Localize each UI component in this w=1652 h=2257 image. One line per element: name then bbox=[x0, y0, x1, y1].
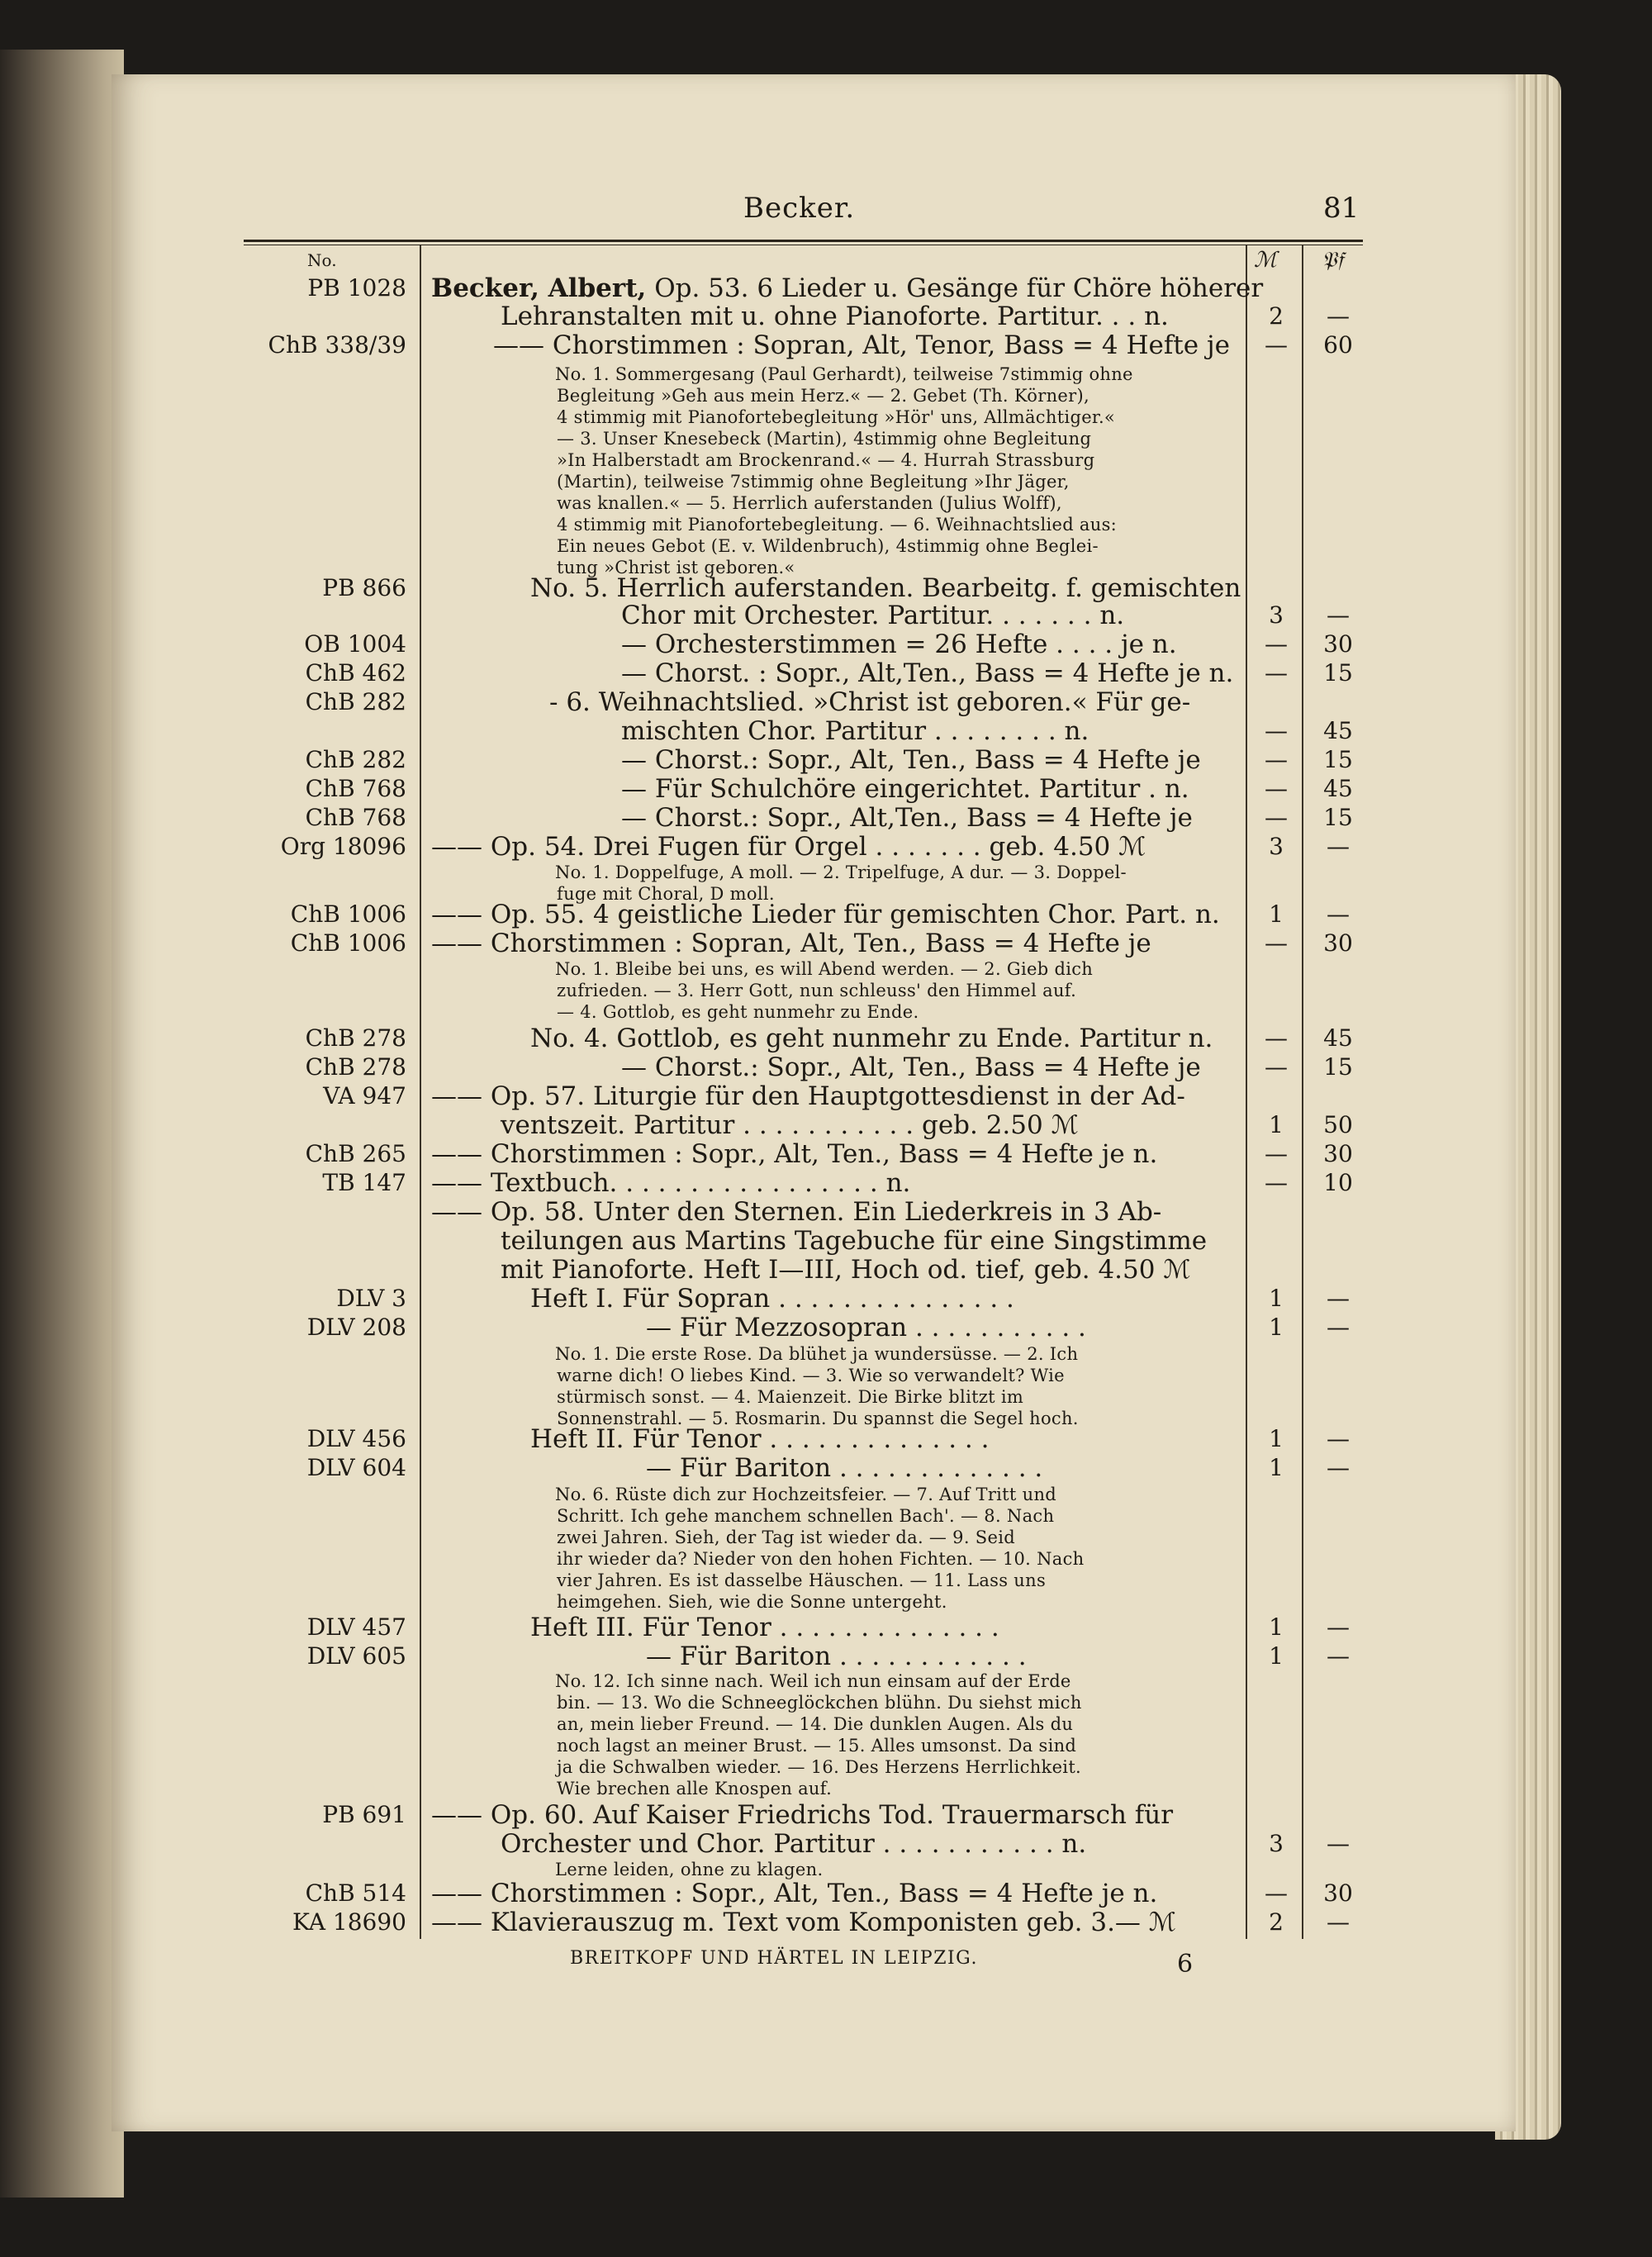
price-pfennig: 30 bbox=[1323, 630, 1353, 658]
catalog-number: Org 18096 bbox=[280, 833, 406, 860]
price-mark: 1 bbox=[1269, 1285, 1284, 1312]
entry-text: Chor mit Orchester. Partitur. . . . . . . n. bbox=[621, 601, 1125, 630]
catalog-number: ChB 514 bbox=[305, 1879, 406, 1907]
price-mark: 3 bbox=[1269, 1830, 1284, 1857]
price-mark: — bbox=[1265, 331, 1288, 359]
contents-note-line: No. 1. Doppelfuge, A moll. — 2. Tripelfuge, A dur. — 3. Doppel- bbox=[555, 862, 1127, 882]
contents-note-line: No. 1. Die erste Rose. Da blühet ja wundersüsse. — 2. Ich bbox=[555, 1344, 1079, 1364]
publisher-footer: BREITKOPF UND HÄRTEL IN LEIPZIG. bbox=[570, 1948, 978, 1969]
contents-note-line: 4 stimmig mit Pianofortebegleitung »Hör' uns, Allmächtiger.« bbox=[557, 407, 1116, 427]
entry-text: —— Op. 54. Drei Fugen für Orgel . . . . . . . geb. 4.50 ℳ bbox=[431, 832, 1146, 862]
catalog-number: DLV 208 bbox=[306, 1314, 406, 1341]
contents-note-line: an, mein lieber Freund. — 14. Die dunklen Augen. Als du bbox=[557, 1714, 1074, 1734]
column-header-no: No. bbox=[307, 250, 337, 270]
price-mark: — bbox=[1265, 717, 1288, 744]
price-pfennig: 30 bbox=[1323, 929, 1353, 957]
price-mark: — bbox=[1265, 929, 1288, 957]
entry-text: teilungen aus Martins Tagebuche für eine Singstimme bbox=[501, 1226, 1208, 1256]
catalog-number: OB 1004 bbox=[304, 630, 406, 658]
catalog-number: ChB 338/39 bbox=[268, 331, 406, 359]
catalog-number: DLV 456 bbox=[306, 1425, 406, 1452]
entry-text: —— Op. 58. Unter den Sternen. Ein Liederkreis in 3 Ab- bbox=[431, 1197, 1162, 1227]
price-mark: — bbox=[1265, 1024, 1288, 1052]
contents-note-line: No. 12. Ich sinne nach. Weil ich nun einsam auf der Erde bbox=[555, 1671, 1071, 1691]
catalog-number: ChB 278 bbox=[305, 1024, 406, 1052]
column-divider-no bbox=[420, 245, 421, 1939]
price-mark: 2 bbox=[1269, 302, 1284, 330]
entry-heading bbox=[431, 274, 1263, 302]
price-pfennig: — bbox=[1327, 601, 1350, 629]
entry-text: — Für Bariton . . . . . . . . . . . . bbox=[646, 1642, 1027, 1671]
price-pfennig: 15 bbox=[1323, 804, 1353, 831]
entry-text: —— Klavierauszug m. Text vom Komponisten geb. 3.— ℳ bbox=[431, 1908, 1176, 1937]
price-pfennig: — bbox=[1327, 1425, 1350, 1452]
contents-note-line: stürmisch sonst. — 4. Maienzeit. Die Birke blitzt im bbox=[557, 1387, 1024, 1407]
contents-note-line: Begleitung »Geh aus mein Herz.« — 2. Gebet (Th. Körner), bbox=[557, 386, 1089, 406]
entry-text: Orchester und Chor. Partitur . . . . . . . . . . . n. bbox=[501, 1829, 1087, 1859]
catalog-number: ChB 768 bbox=[305, 775, 406, 802]
contents-note-line: zwei Jahren. Sieh, der Tag ist wieder da. — 9. Seid bbox=[557, 1528, 1015, 1547]
catalog-number: DLV 605 bbox=[306, 1642, 406, 1670]
price-pfennig: 30 bbox=[1323, 1140, 1353, 1167]
entry-text: —— Chorstimmen : Sopr., Alt, Ten., Bass = 4 Hefte je n. bbox=[431, 1879, 1158, 1908]
contents-note-line: 4 stimmig mit Pianofortebegleitung. — 6. Weihnachtslied aus: bbox=[557, 515, 1118, 535]
price-mark: — bbox=[1265, 1879, 1288, 1907]
entry-text: — Chorst.: Sopr., Alt, Ten., Bass = 4 Hefte je bbox=[621, 1052, 1201, 1082]
price-pfennig: — bbox=[1327, 1454, 1350, 1481]
contents-note-line: No. 1. Sommergesang (Paul Gerhardt), teilweise 7stimmig ohne bbox=[555, 364, 1133, 384]
contents-note-line: Schritt. Ich gehe manchem schnellen Bach'. — 8. Nach bbox=[557, 1506, 1055, 1526]
contents-note-line: Ein neues Gebot (E. v. Wildenbruch), 4stimmig ohne Beglei- bbox=[557, 536, 1099, 556]
column-divider-pf bbox=[1302, 245, 1303, 1939]
printer-signature: 6 bbox=[1177, 1950, 1194, 1979]
price-mark: 1 bbox=[1269, 1425, 1284, 1452]
contents-note-line: ja die Schwalben wieder. — 16. Des Herzens Herrlichkeit. bbox=[557, 1757, 1082, 1777]
entry-text: No. 5. Herrlich auferstanden. Bearbeitg. f. gemischten bbox=[530, 573, 1241, 603]
price-mark: 3 bbox=[1269, 601, 1284, 629]
book-spine-shadow bbox=[0, 50, 124, 2198]
catalog-number: ChB 278 bbox=[305, 1053, 406, 1081]
price-mark: 1 bbox=[1269, 1454, 1284, 1481]
entry-text: mischten Chor. Partitur . . . . . . . . n. bbox=[621, 716, 1089, 746]
catalog-number: PB 691 bbox=[322, 1801, 406, 1828]
contents-note-line: (Martin), teilweise 7stimmig ohne Begleitung »Ihr Jäger, bbox=[557, 472, 1070, 492]
price-pfennig: — bbox=[1327, 833, 1350, 860]
contents-note-line: Wie brechen alle Knospen auf. bbox=[557, 1779, 833, 1798]
contents-note-line: Sonnenstrahl. — 5. Rosmarin. Du spannst die Segel hoch. bbox=[557, 1409, 1079, 1428]
catalog-number: PB 1028 bbox=[307, 274, 406, 302]
entry-text: ventszeit. Partitur . . . . . . . . . . . geb. 2.50 ℳ bbox=[501, 1110, 1079, 1140]
header-rule bbox=[244, 240, 1363, 242]
entry-text: —— Chorstimmen : Sopran, Alt, Tenor, Bass = 4 Hefte je bbox=[493, 330, 1230, 360]
price-mark: — bbox=[1265, 1169, 1288, 1196]
price-mark: — bbox=[1265, 630, 1288, 658]
contents-note-line: warne dich! O liebes Kind. — 3. Wie so verwandelt? Wie bbox=[557, 1366, 1065, 1385]
entry-text: Lehranstalten mit u. ohne Pianoforte. Partitur. . . n. bbox=[501, 302, 1169, 331]
price-mark: 1 bbox=[1269, 1314, 1284, 1341]
catalog-number: ChB 1006 bbox=[290, 900, 406, 928]
entry-text: — Für Bariton . . . . . . . . . . . . . bbox=[646, 1453, 1043, 1483]
catalog-number: TB 147 bbox=[322, 1169, 406, 1196]
contents-note-line: — 4. Gottlob, es geht nunmehr zu Ende. bbox=[557, 1002, 919, 1022]
composer-name: Becker, Albert, bbox=[431, 273, 647, 303]
price-mark: — bbox=[1265, 746, 1288, 773]
contents-note-line: — 3. Unser Knesebeck (Martin), 4stimmig ohne Begleitung bbox=[557, 429, 1092, 449]
price-pfennig: — bbox=[1327, 1830, 1350, 1857]
entry-text: —— Chorstimmen : Sopr., Alt, Ten., Bass = 4 Hefte je n. bbox=[431, 1139, 1158, 1169]
column-divider-mark bbox=[1246, 245, 1247, 1939]
entry-text: mit Pianoforte. Heft I—III, Hoch od. tief, geb. 4.50 ℳ bbox=[501, 1255, 1191, 1285]
price-pfennig: — bbox=[1327, 1613, 1350, 1641]
contents-note-line: was knallen.« — 5. Herrlich auferstanden (Julius Wolff), bbox=[557, 493, 1062, 513]
entry-text: —— Op. 57. Liturgie für den Hauptgottesdienst in der Ad- bbox=[431, 1081, 1185, 1111]
entry-heading-rest: Op. 53. 6 Lieder u. Gesänge für Chöre höherer bbox=[646, 273, 1264, 303]
contents-note-line: Lerne leiden, ohne zu klagen. bbox=[555, 1860, 824, 1879]
entry-text: - 6. Weihnachtslied. »Christ ist geboren.« Für ge- bbox=[549, 687, 1191, 717]
page-number: 81 bbox=[1323, 192, 1360, 225]
price-mark: 1 bbox=[1269, 1111, 1284, 1138]
entry-text: —— Chorstimmen : Sopran, Alt, Ten., Bass = 4 Hefte je bbox=[431, 929, 1151, 958]
catalog-number: DLV 3 bbox=[336, 1285, 406, 1312]
entry-text: — Für Schulchöre eingerichtet. Partitur . n. bbox=[621, 774, 1189, 804]
price-mark: 2 bbox=[1269, 1908, 1284, 1936]
price-mark: 1 bbox=[1269, 1613, 1284, 1641]
price-pfennig: 50 bbox=[1323, 1111, 1353, 1138]
price-pfennig: 15 bbox=[1323, 746, 1353, 773]
contents-note-line: No. 1. Bleibe bei uns, es will Abend werden. — 2. Gieb dich bbox=[555, 959, 1094, 979]
column-header-pf: 𝔓𝔣 bbox=[1322, 248, 1344, 273]
entry-text: —— Textbuch. . . . . . . . . . . . . . . . . n. bbox=[431, 1168, 911, 1198]
price-mark: — bbox=[1265, 804, 1288, 831]
contents-note-line: vier Jahren. Es ist dasselbe Häuschen. — 11. Lass uns bbox=[557, 1570, 1047, 1590]
price-pfennig: 15 bbox=[1323, 659, 1353, 687]
price-pfennig: 10 bbox=[1323, 1169, 1353, 1196]
price-mark: 1 bbox=[1269, 1642, 1284, 1670]
contents-note-line: ihr wieder da? Nieder von den hohen Fichten. — 10. Nach bbox=[557, 1549, 1085, 1569]
catalog-number: KA 18690 bbox=[292, 1908, 406, 1936]
entry-text: Heft I. Für Sopran . . . . . . . . . . . . . . . bbox=[530, 1284, 1014, 1314]
entry-text: Heft II. Für Tenor . . . . . . . . . . . . . . bbox=[530, 1424, 990, 1454]
entry-text: Heft III. Für Tenor . . . . . . . . . . . . . . bbox=[530, 1613, 999, 1642]
entry-text: — Für Mezzosopran . . . . . . . . . . . bbox=[646, 1313, 1086, 1342]
price-mark: — bbox=[1265, 1053, 1288, 1081]
catalog-number: DLV 604 bbox=[306, 1454, 406, 1481]
catalog-number: PB 866 bbox=[322, 574, 406, 601]
price-pfennig: 45 bbox=[1323, 717, 1353, 744]
price-mark: — bbox=[1265, 659, 1288, 687]
price-mark: 1 bbox=[1269, 900, 1284, 928]
price-mark: — bbox=[1265, 1140, 1288, 1167]
entry-text: No. 4. Gottlob, es geht nunmehr zu Ende. Partitur n. bbox=[530, 1024, 1213, 1053]
contents-note-line: No. 6. Rüste dich zur Hochzeitsfeier. — 7. Auf Tritt und bbox=[555, 1485, 1057, 1504]
entry-text: — Chorst.: Sopr., Alt,Ten., Bass = 4 Hefte je bbox=[621, 803, 1193, 833]
contents-note-line: tung »Christ ist geboren.« bbox=[557, 558, 795, 577]
contents-note-line: zufrieden. — 3. Herr Gott, nun schleuss' den Himmel auf. bbox=[557, 981, 1077, 1000]
entry-text: — Chorst.: Sopr., Alt, Ten., Bass = 4 Hefte je bbox=[621, 745, 1201, 775]
contents-note-line: »In Halberstadt am Brockenrand.« — 4. Hurrah Strassburg bbox=[557, 450, 1095, 470]
price-pfennig: — bbox=[1327, 302, 1350, 330]
price-pfennig: — bbox=[1327, 1908, 1350, 1936]
entry-text: —— Op. 55. 4 geistliche Lieder für gemischten Chor. Part. n. bbox=[431, 900, 1220, 929]
price-mark: — bbox=[1265, 775, 1288, 802]
price-pfennig: 45 bbox=[1323, 775, 1353, 802]
catalog-number: DLV 457 bbox=[306, 1613, 406, 1641]
entry-text: —— Op. 60. Auf Kaiser Friedrichs Tod. Trauermarsch für bbox=[431, 1800, 1174, 1830]
price-pfennig: — bbox=[1327, 1642, 1350, 1670]
price-pfennig: — bbox=[1327, 1285, 1350, 1312]
entry-text: — Orchesterstimmen = 26 Hefte . . . . je n. bbox=[621, 630, 1177, 659]
price-pfennig: 30 bbox=[1323, 1879, 1353, 1907]
catalog-number: ChB 462 bbox=[305, 659, 406, 687]
column-header-mark: ℳ bbox=[1254, 248, 1277, 273]
catalog-number: ChB 265 bbox=[305, 1140, 406, 1167]
price-pfennig: — bbox=[1327, 1314, 1350, 1341]
running-head bbox=[0, 192, 1652, 225]
contents-note-line: heimgehen. Sieh, wie die Sonne untergeht. bbox=[557, 1592, 947, 1612]
catalog-number: VA 947 bbox=[323, 1082, 406, 1109]
catalog-number: ChB 768 bbox=[305, 804, 406, 831]
contents-note-line: bin. — 13. Wo die Schneeglöckchen blühn. Du siehst mich bbox=[557, 1693, 1082, 1713]
catalog-number: ChB 282 bbox=[305, 746, 406, 773]
price-pfennig: 45 bbox=[1323, 1024, 1353, 1052]
price-pfennig: 60 bbox=[1323, 331, 1353, 359]
price-mark: 3 bbox=[1269, 833, 1284, 860]
catalog-number: ChB 1006 bbox=[290, 929, 406, 957]
price-pfennig: — bbox=[1327, 900, 1350, 928]
price-pfennig: 15 bbox=[1323, 1053, 1353, 1081]
entry-text: — Chorst. : Sopr., Alt,Ten., Bass = 4 Hefte je n. bbox=[621, 658, 1234, 688]
contents-note-line: noch lagst an meiner Brust. — 15. Alles umsonst. Da sind bbox=[557, 1736, 1077, 1756]
contents-note-line: fuge mit Choral, D moll. bbox=[557, 884, 775, 904]
catalog-number: ChB 282 bbox=[305, 688, 406, 715]
page-title: Becker. bbox=[743, 192, 856, 225]
